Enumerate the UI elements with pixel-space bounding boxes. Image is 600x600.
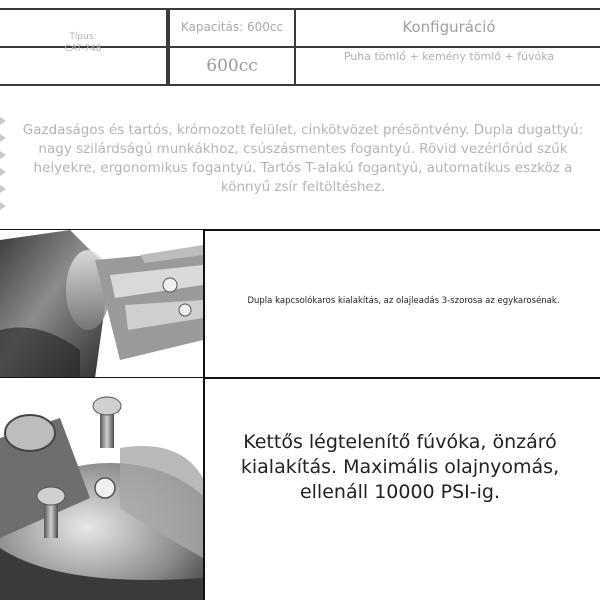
grease-gun-nozzle-image: [0, 378, 203, 600]
nozzle-closeup-photo: [0, 378, 203, 600]
spec-table: [0, 8, 600, 90]
capacity-label-cell: [168, 8, 296, 48]
bullet-arrow-icon: [0, 151, 6, 159]
feature-divider: [203, 378, 205, 600]
product-description: Gazdaságos és tartós, krómozott felület, cinkötvözet présöntvény. Dupla dugattyú: nagy szilárdságú munkákhoz, csúszásmentes fogantyú. Rövid vezérlőrúd szűk helyekre, ergonomikus fogantyú. Tartós T-alakú fogantyú, automatikus eszköz a könnyű zsír feltöltéshez.: [22, 122, 584, 195]
bullet-markers: [0, 117, 6, 219]
feature-row-2: [0, 378, 600, 600]
bullet-arrow-icon: [0, 202, 6, 210]
config-label: Konfiguráció: [402, 18, 496, 36]
bullet-arrow-icon: [0, 185, 6, 193]
capacity-label: Kapacitás: 600cc: [180, 20, 284, 34]
bullet-arrow-icon: [0, 117, 6, 125]
lever-closeup-photo: [0, 230, 203, 378]
config-value: Puha tömlő + kemény tömlő + fúvóka: [343, 50, 555, 63]
feature-caption-2: Kettős légtelenítő fúvóka, önzáró kialakítás. Maximális olajnyomás, ellenáll 10000 PSI-ig.: [240, 431, 560, 503]
config-label-cell: [294, 8, 600, 48]
feature-row-1: [0, 230, 600, 378]
type-value: CAT-748: [64, 44, 102, 54]
type-label: Típus:: [69, 32, 97, 42]
bullet-arrow-icon: [0, 168, 6, 176]
grease-gun-lever-image: [0, 230, 203, 378]
capacity-value-cell: [168, 46, 296, 86]
feature-divider: [203, 230, 205, 378]
feature-caption-1: Dupla kapcsolókaros kialakítás, az olajleadás 3-szorosa az egykarosénak.: [247, 296, 560, 306]
capacity-value: 600cc: [206, 56, 258, 76]
config-value-cell: [294, 46, 600, 86]
bullet-arrow-icon: [0, 134, 6, 142]
